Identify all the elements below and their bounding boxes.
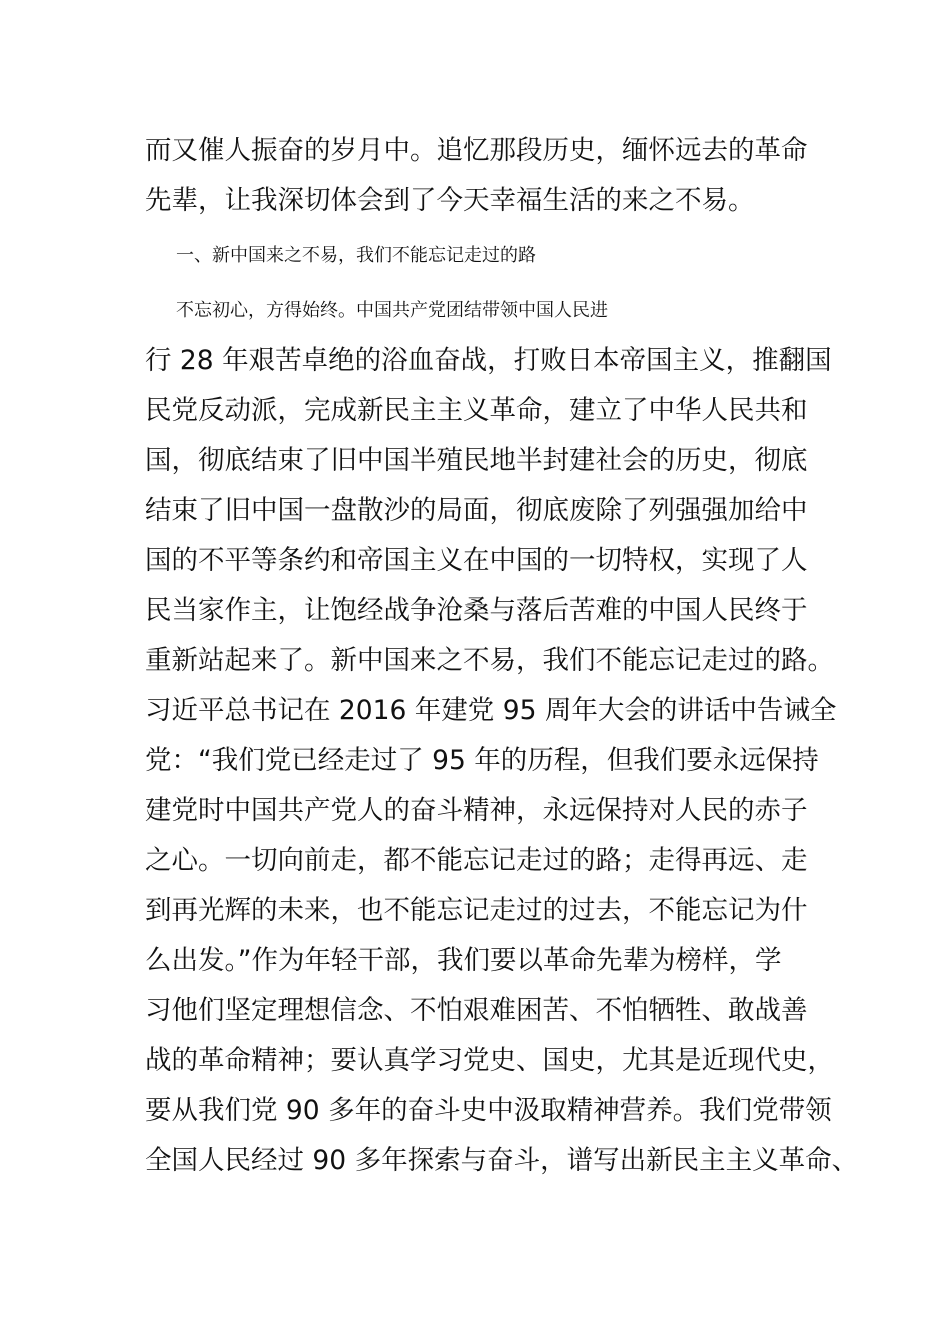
text-line: 结束了旧中国一盘散沙的局面，彻底废除了列强强加给中 (145, 495, 808, 526)
text-line: 国的不平等条约和帝国主义在中国的一切特权，实现了人 (145, 545, 808, 576)
text-line: 习近平总书记在 2016 年建党 95 周年大会的讲话中告诫全 (145, 695, 837, 726)
text-line: 党：“我们党已经走过了 95 年的历程，但我们要永远保持 (145, 745, 819, 776)
text-line: 民当家作主，让饱经战争沧桑与落后苦难的中国人民终于 (145, 595, 808, 626)
text-line: 先辈，让我深切体会到了今天幸福生活的来之不易。 (145, 185, 755, 216)
text-line: 国，彻底结束了旧中国半殖民地半封建社会的历史，彻底 (145, 445, 808, 476)
text-line: 习他们坚定理想信念、不怕艰难困苦、不怕牺牲、敢战善 (145, 995, 808, 1026)
section-heading: 一、新中国来之不易，我们不能忘记走过的路 (176, 245, 536, 266)
text-line: 而又催人振奋的岁月中。追忆那段历史，缅怀远去的革命 (145, 135, 808, 166)
paragraph-first-line: 不忘初心，方得始终。中国共产党团结带领中国人民进 (176, 300, 608, 321)
text-line: 民党反动派，完成新民主主义革命，建立了中华人民共和 (145, 395, 808, 426)
text-line: 战的革命精神；要认真学习党史、国史，尤其是近现代史， (145, 1045, 834, 1076)
text-line: 行 28 年艰苦卓绝的浴血奋战，打败日本帝国主义，推翻国 (145, 345, 832, 376)
text-line: 么出发。”作为年轻干部，我们要以革命先辈为榜样，学 (145, 945, 782, 976)
text-line: 之心。一切向前走，都不能忘记走过的路；走得再远、走 (145, 845, 808, 876)
text-line: 建党时中国共产党人的奋斗精神，永远保持对人民的赤子 (145, 795, 808, 826)
text-line: 要从我们党 90 多年的奋斗史中汲取精神营养。我们党带领 (145, 1095, 832, 1126)
text-line: 到再光辉的未来，也不能忘记走过的过去，不能忘记为什 (145, 895, 808, 926)
text-line: 重新站起来了。新中国来之不易，我们不能忘记走过的路。 (145, 645, 834, 676)
text-line: 全国人民经过 90 多年探索与奋斗，谱写出新民主主义革命、 (145, 1145, 859, 1176)
